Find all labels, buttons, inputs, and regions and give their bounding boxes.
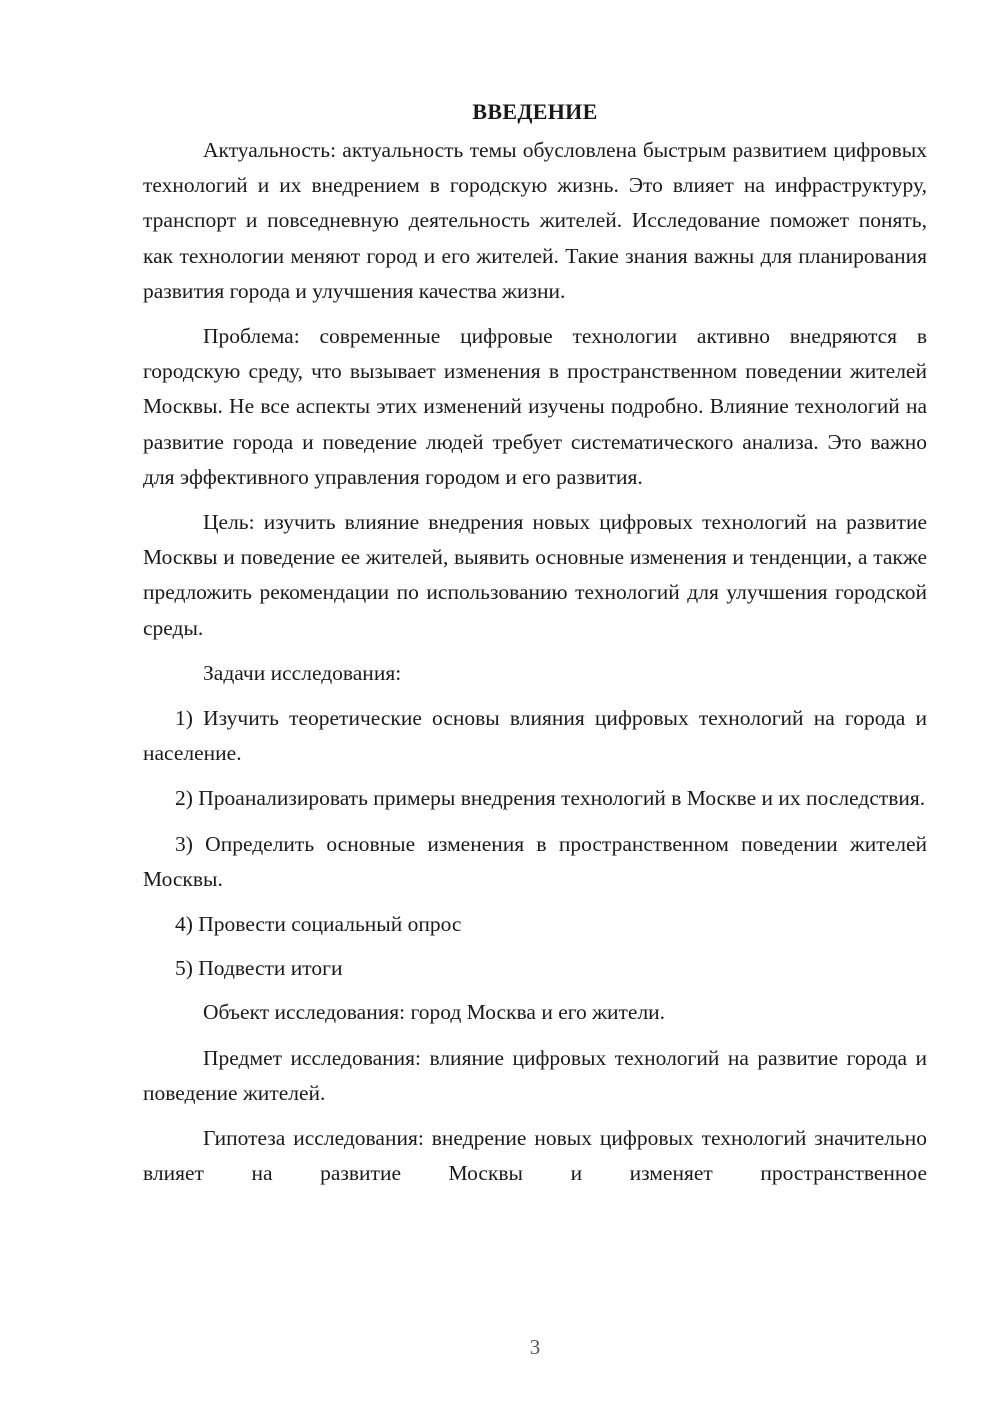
- tasks-list: [143, 701, 927, 986]
- page-title: ВВЕДЕНИЕ: [472, 99, 598, 124]
- relevance-paragraph: Актуальность: актуальность темы обусловлена быстрым развитием цифровых технологий и их внедрением в городскую жизнь. Это влияет на инфраструктуру, транспорт и повседневную деятельность жителей. Исследование поможет понять, как технологии меняют город и его жителей. Такие знания важны для планирования развития города и улучшения качества жизни.: [143, 138, 927, 303]
- object-paragraph: Объект исследования: город Москва и его жители.: [203, 1000, 666, 1025]
- page-number: 3: [529, 1335, 541, 1359]
- goal-paragraph: Цель: изучить влияние внедрения новых цифровых технологий на развитие Москвы и поведение ее жителей, выявить основные изменения и тенденции, а также предложить рекомендации по использованию технологий для улучшения городской среды.: [143, 510, 927, 640]
- subject-paragraph: Предмет исследования: влияние цифровых технологий на развитие города и поведение жителей.: [143, 1045, 927, 1105]
- tasks-heading: Задачи исследования:: [203, 660, 402, 685]
- task-item: 4) Провести социальный опрос: [175, 912, 462, 937]
- task-item: 1) Изучить теоретические основы влияния цифровых технологий на города и население.: [143, 706, 927, 766]
- task-item: 3) Определить основные изменения в пространственном поведении жителей Москвы.: [143, 831, 927, 891]
- task-item: 2) Проанализировать примеры внедрения технологий в Москве и их последствия.: [175, 786, 926, 811]
- task-item: 5) Подвести итоги: [175, 956, 343, 981]
- hypothesis-paragraph: Гипотеза исследования: внедрение новых цифровых технологий значительно влияет на развитие Москвы и изменяет пространственное: [143, 1126, 927, 1186]
- problem-paragraph: Проблема: современные цифровые технологии активно внедряются в городскую среду, что вызывает изменения в пространственном поведении жителей Москвы. Не все аспекты этих изменений изучены подробно. Влияние технологий на развитие города и поведение людей требует систематического анализа. Это важно для эффективного управления городом и его развития.: [143, 324, 927, 489]
- page-body: [143, 94, 927, 1201]
